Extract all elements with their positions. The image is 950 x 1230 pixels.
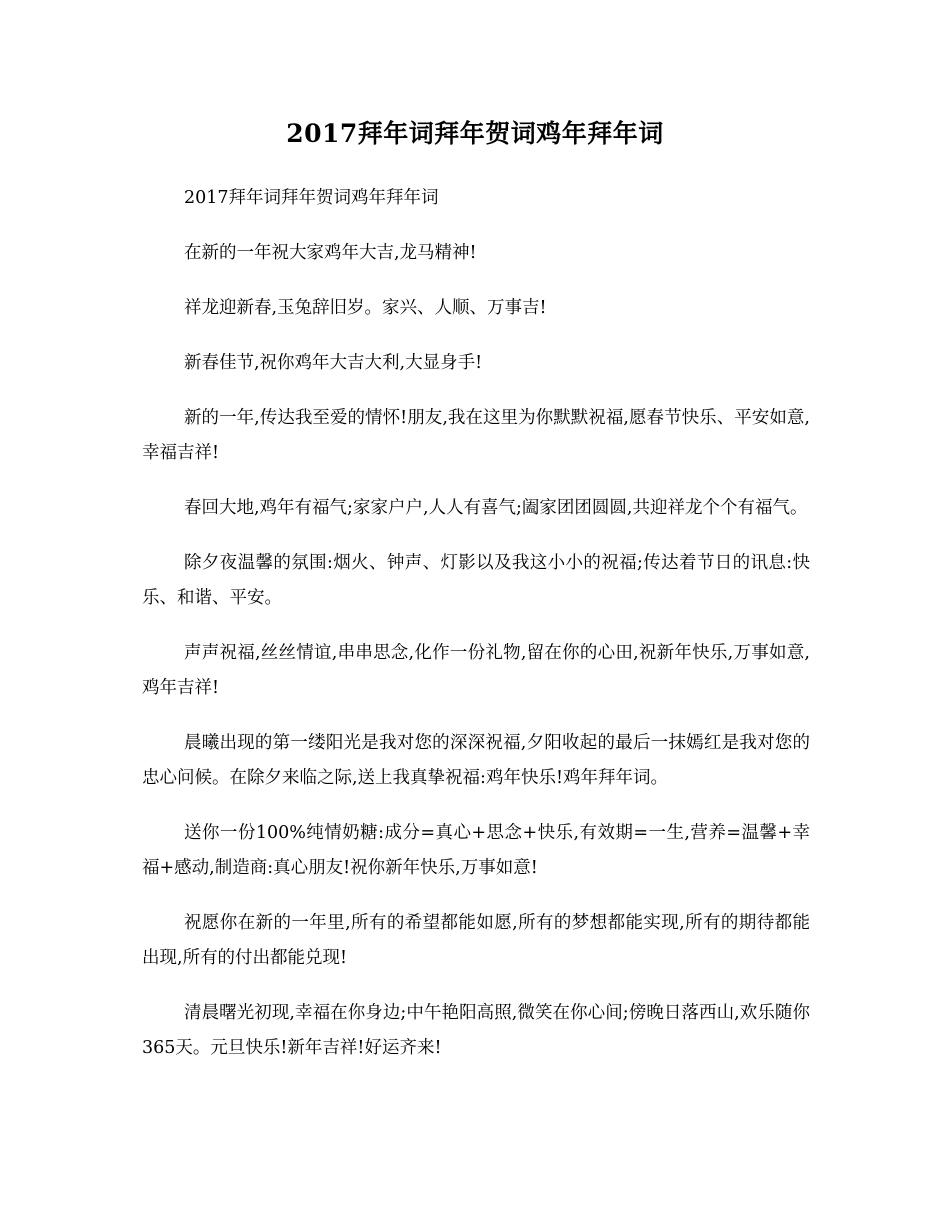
document-title: 2017拜年词拜年贺词鸡年拜年词 (286, 119, 664, 148)
paragraph-2: 在新的一年祝大家鸡年大吉,龙马精神! (184, 243, 477, 263)
paragraph-3: 祥龙迎新春,玉兔辞旧岁。家兴、人顺、万事吉! (184, 298, 547, 318)
paragraph-8: 声声祝福,丝丝情谊,串串思念,化作一份礼物,留在你的心田,祝新年快乐,万事如意,鸡年吉祥! (142, 643, 810, 698)
document-body (142, 181, 810, 1086)
paragraph-10: 送你一份100%纯情奶糖:成分=真心+思念+快乐,有效期=一生,营养=温馨+幸福+感动,制造商:真心朋友!祝你新年快乐,万事如意! (142, 823, 810, 878)
paragraph-9: 晨曦出现的第一缕阳光是我对您的深深祝福,夕阳收起的最后一抹嫣红是我对您的忠心问候。在除夕来临之际,送上我真挚祝福:鸡年快乐!鸡年拜年词。 (142, 733, 810, 788)
paragraph-6: 春回大地,鸡年有福气;家家户户,人人有喜气;阖家团团圆圆,共迎祥龙个个有福气。 (184, 498, 808, 518)
paragraph-12: 清晨曙光初现,幸福在你身边;中午艳阳高照,微笑在你心间;傍晚日落西山,欢乐随你365天。元旦快乐!新年吉祥!好运齐来! (142, 1003, 810, 1058)
paragraph-4: 新春佳节,祝你鸡年大吉大利,大显身手! (184, 353, 483, 373)
paragraph-11: 祝愿你在新的一年里,所有的希望都能如愿,所有的梦想都能实现,所有的期待都能出现,所有的付出都能兑现! (142, 913, 810, 968)
paragraph-5: 新的一年,传达我至爱的情怀!朋友,我在这里为你默默祝福,愿春节快乐、平安如意,幸福吉祥! (142, 408, 810, 463)
paragraph-1: 2017拜年词拜年贺词鸡年拜年词 (184, 188, 439, 208)
paragraph-7: 除夕夜温馨的氛围:烟火、钟声、灯影以及我这小小的祝福;传达着节日的讯息:快乐、和谐、平安。 (142, 553, 810, 608)
